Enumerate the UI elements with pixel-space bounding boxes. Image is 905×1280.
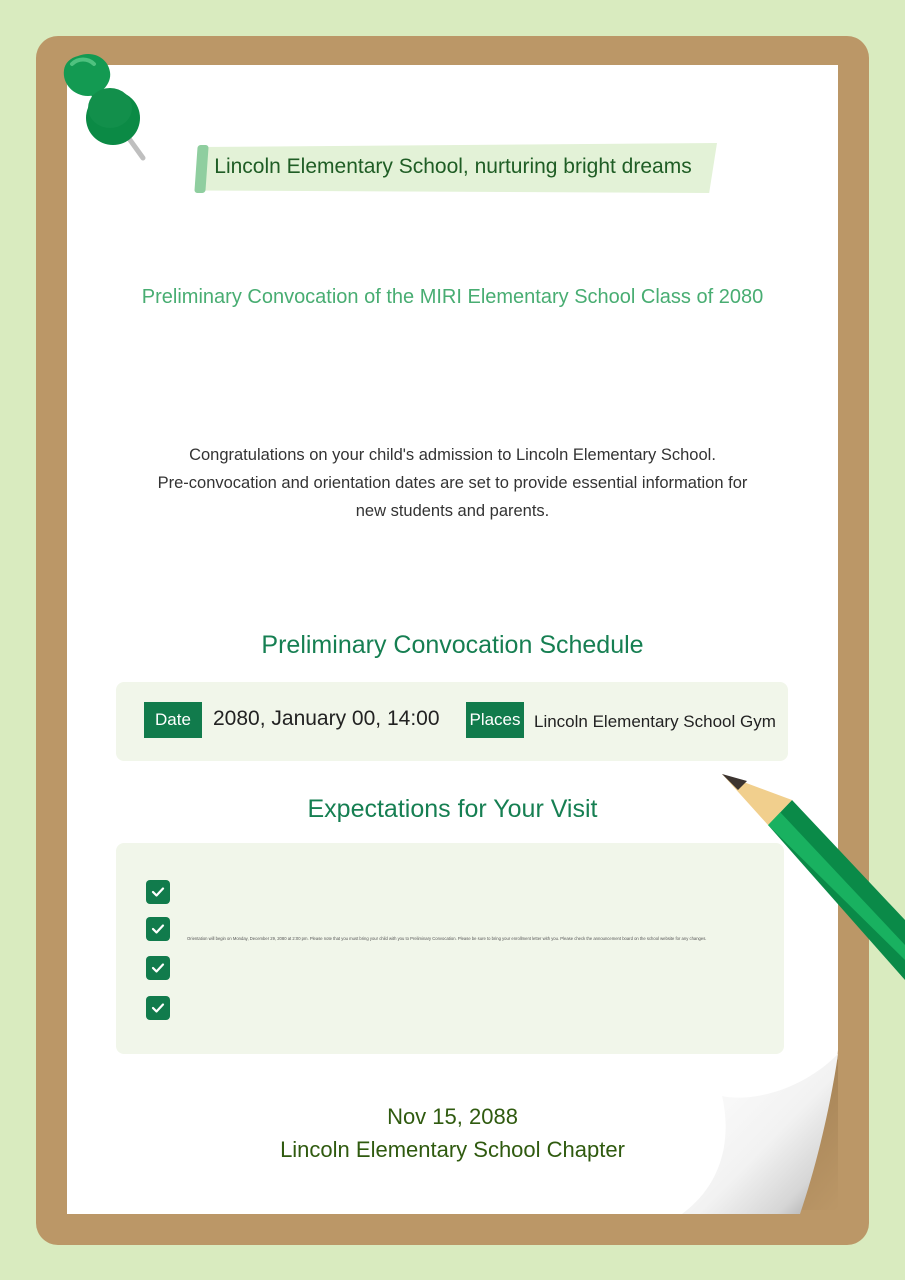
date-tag: Date [144, 702, 202, 738]
checkbox-icon [146, 880, 170, 904]
expectations-text: Orientation will begin on Monday, December 29, 2080 at 2:00 pm. Please note that you must bring your child with you to Preliminary Convocation. Please be sure to bring your enrollment letter with you. Please check the announcement board on the school website for any changes. [187, 936, 707, 941]
pushpin-icon [48, 48, 158, 163]
date-value: 2080, January 00, 14:00 [213, 707, 440, 730]
intro-paragraph [130, 441, 775, 525]
motto-text: Lincoln Elementary School, nurturing bright dreams [214, 155, 692, 178]
place-value: Lincoln Elementary School Gym [534, 712, 776, 731]
checkbox-icon [146, 996, 170, 1020]
page-curl [680, 1050, 840, 1216]
intro-line: new students and parents. [355, 502, 550, 520]
expectations-heading: Expectations for Your Visit [307, 795, 598, 823]
event-subtitle: Preliminary Convocation of the MIRI Elementary School Class of 2080 [141, 286, 764, 308]
motto-banner [195, 143, 717, 193]
schedule-box [116, 682, 788, 761]
intro-line: Congratulations on your child's admission to Lincoln Elementary School. [189, 446, 716, 464]
checkbox-icon [146, 917, 170, 941]
intro-line: Pre-convocation and orientation dates are set to provide essential information for [157, 474, 748, 492]
footer-date: Nov 15, 2088 [387, 1104, 518, 1129]
schedule-heading: Preliminary Convocation Schedule [261, 631, 644, 659]
pencil-icon [716, 770, 905, 990]
place-tag: Places [466, 702, 524, 738]
checkbox-icon [146, 956, 170, 980]
footer-organization: Lincoln Elementary School Chapter [280, 1137, 625, 1162]
expectations-box [116, 843, 784, 1054]
